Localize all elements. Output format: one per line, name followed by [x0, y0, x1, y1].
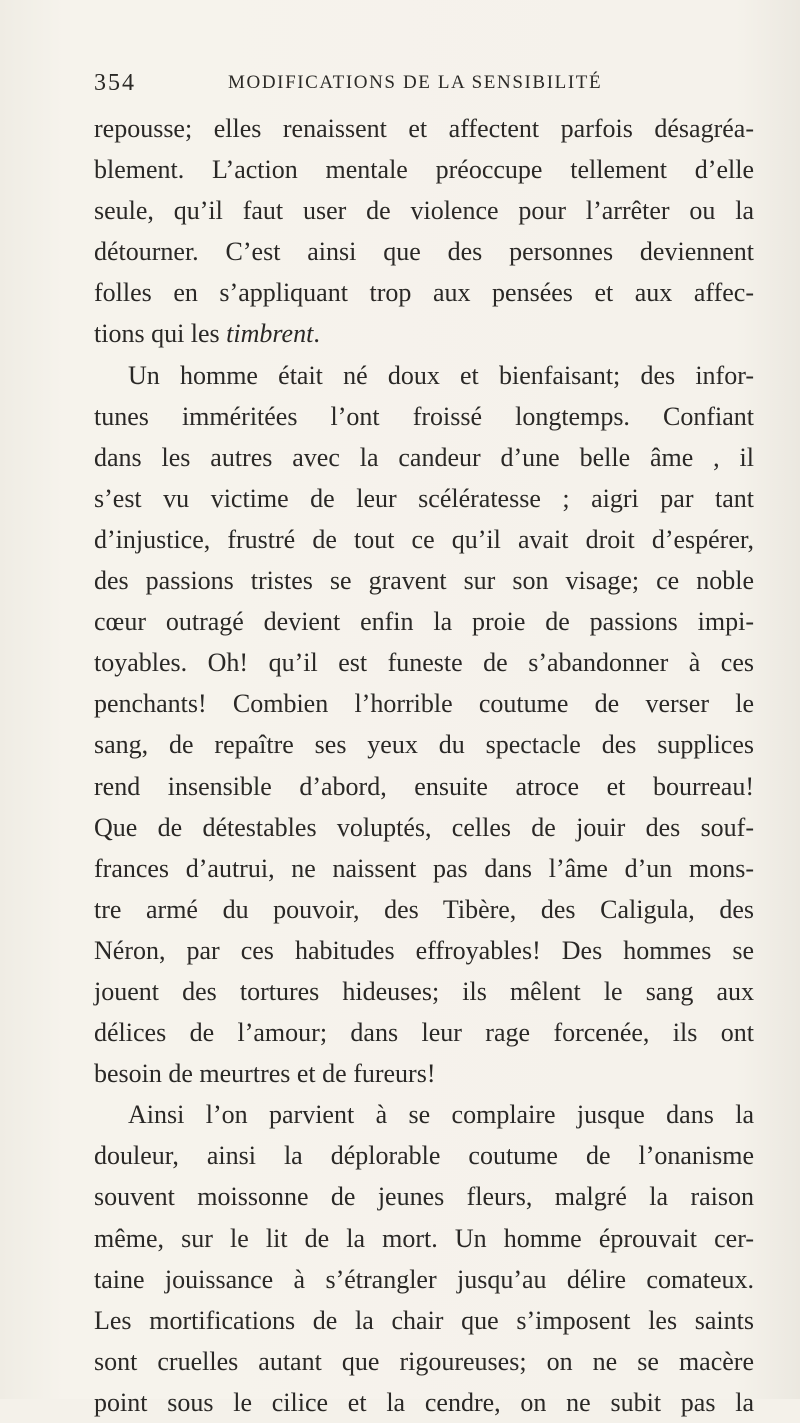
text-line: tunes imméritées l’ont froissé longtemps. Confiant	[94, 401, 754, 431]
page-number: 354	[94, 70, 136, 96]
text-line: délices de l’amour; dans leur rage forcenée, ils ont	[94, 1018, 754, 1048]
text-line: cœur outragé devient enfin la proie de passions impi-	[94, 607, 754, 637]
text-line: souvent moissonne de jeunes fleurs, malgré la raison	[94, 1182, 754, 1212]
text-line: point sous le cilice et la cendre, on ne subit pas la	[94, 1387, 754, 1417]
text-run: tions qui les	[94, 319, 227, 349]
text-line: folles en s’appliquant trop aux pensées et aux affec-	[94, 278, 754, 308]
paragraph-3	[94, 1094, 754, 1423]
text-line: blement. L’action mentale préoccupe tellement d’elle	[94, 155, 754, 185]
running-head: MODIFICATIONS DE LA SENSIBILITÉ	[228, 72, 603, 93]
text-line: frances d’autrui, ne naissent pas dans l’âme d’un mons-	[94, 853, 754, 883]
text-line: jouent des tortures hideuses; ils mêlent le sang aux	[94, 976, 754, 1006]
text-line: rend insensible d’abord, ensuite atroce et bourreau!	[94, 771, 754, 801]
italic-word: timbrent	[226, 319, 314, 349]
paragraph-1	[94, 108, 754, 355]
text-line: sont cruelles autant que rigoureuses; on ne se macère	[94, 1346, 754, 1376]
page-header	[94, 70, 754, 102]
text-line	[94, 313, 754, 354]
text-line: détourner. C’est ainsi que des personnes deviennent	[94, 237, 754, 267]
text-line: repousse; elles renaissent et affectent parfois désagréa-	[94, 114, 754, 143]
text-line: Néron, par ces habitudes effroyables! Des hommes se	[94, 935, 754, 965]
text-run: .	[313, 319, 320, 349]
text-line: dans les autres avec la candeur d’une belle âme , il	[94, 442, 754, 472]
text-line: s’est vu victime de leur scélératesse ; aigri par tant	[94, 483, 754, 513]
text-line: Ainsi l’on parvient à se complaire jusque dans la	[128, 1100, 754, 1130]
text-line: douleur, ainsi la déplorable coutume de l’onanisme	[94, 1141, 754, 1171]
text-line: tre armé du pouvoir, des Tibère, des Caligula, des	[94, 894, 754, 924]
text-line: penchants! Combien l’horrible coutume de verser le	[94, 689, 754, 719]
text-line: des passions tristes se gravent sur son visage; ce noble	[94, 566, 754, 596]
text-line: même, sur le lit de la mort. Un homme éprouvait cer-	[94, 1223, 754, 1253]
text-line: Les mortifications de la chair que s’imposent les saints	[94, 1305, 754, 1335]
body-text	[94, 108, 754, 1423]
text-line: sang, de repaître ses yeux du spectacle des supplices	[94, 730, 754, 760]
text-line: taine jouissance à s’étrangler jusqu’au délire comateux.	[94, 1264, 754, 1294]
text-line: toyables. Oh! qu’il est funeste de s’abandonner à ces	[94, 648, 754, 678]
text-line: seule, qu’il faut user de violence pour l’arrêter ou la	[94, 196, 754, 226]
text-line: Que de détestables voluptés, celles de jouir des souf-	[94, 812, 754, 842]
text-line: d’injustice, frustré de tout ce qu’il avait droit d’espérer,	[94, 524, 754, 554]
text-line: besoin de meurtres et de fureurs!	[94, 1059, 436, 1089]
text-line: Un homme était né doux et bienfaisant; des infor-	[128, 360, 754, 390]
paragraph-2	[94, 355, 754, 1095]
